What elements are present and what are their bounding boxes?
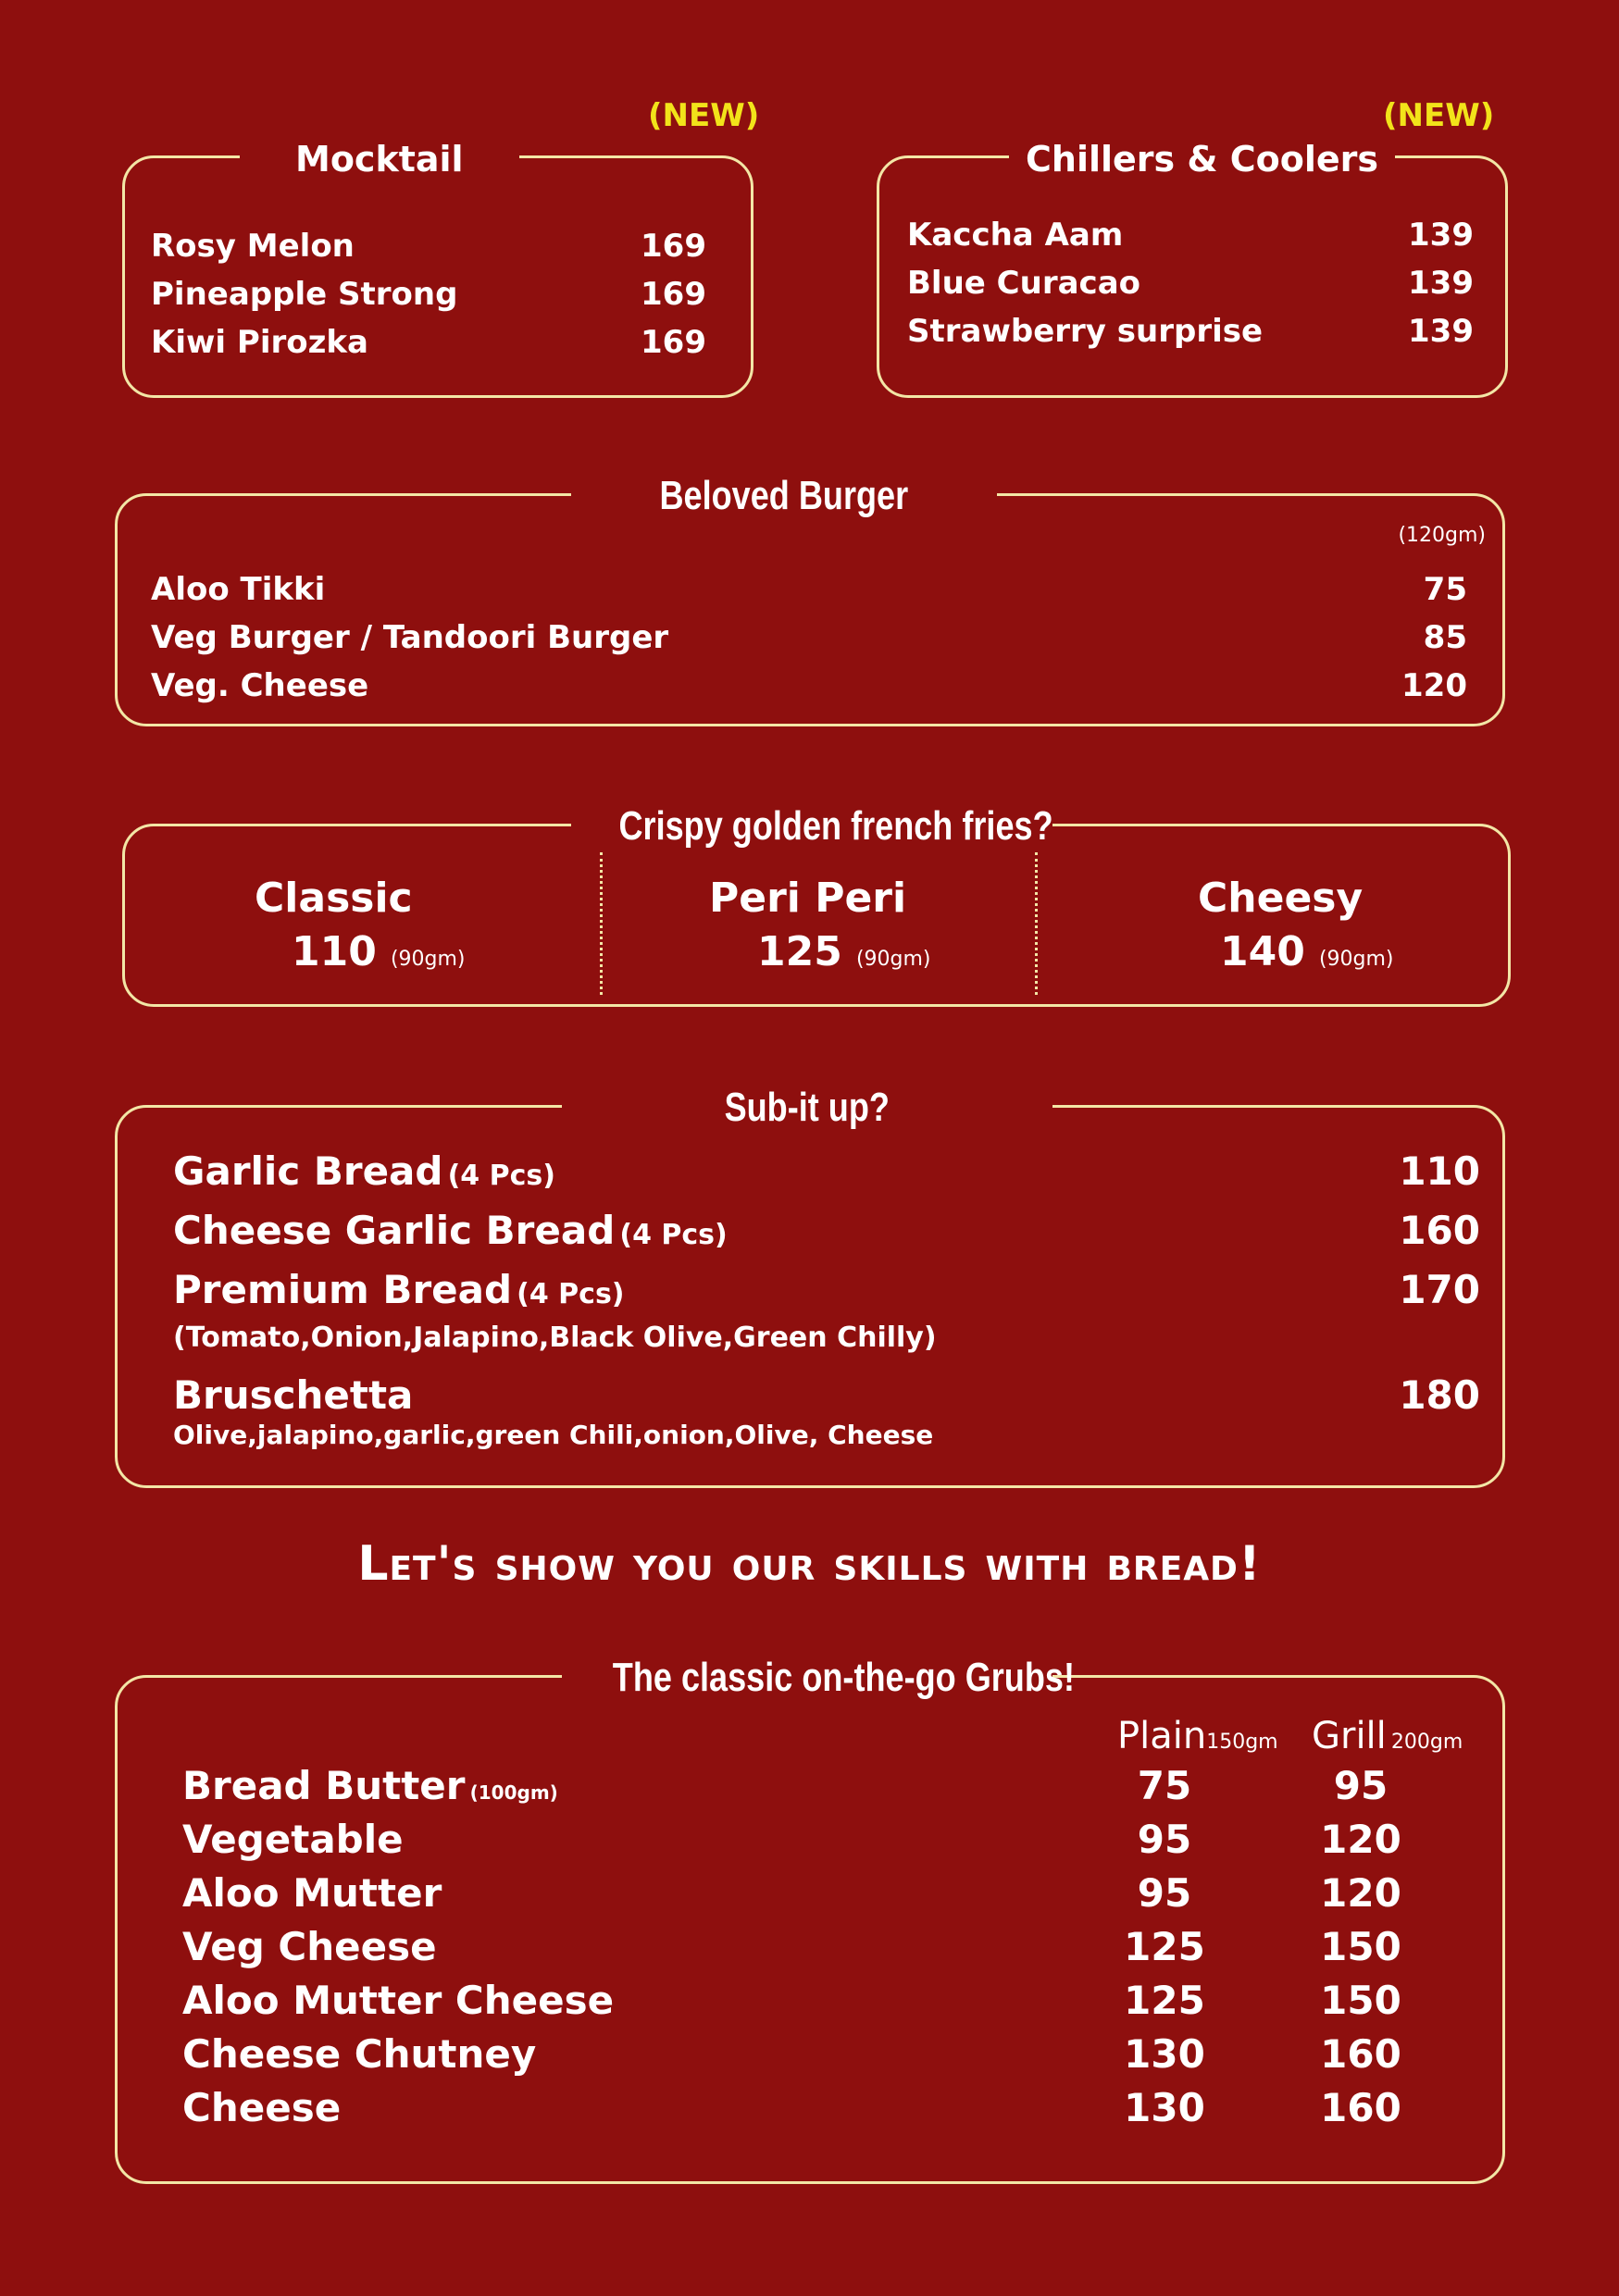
grill-price: 95 xyxy=(1333,1763,1389,1808)
chillers-new-tag: (NEW) xyxy=(1383,97,1495,134)
column-grill-weight: 200gm xyxy=(1390,1731,1463,1754)
item-name: Bread Butter xyxy=(182,1763,466,1808)
item-name: Pineapple Strong xyxy=(151,276,458,313)
fries-price-row xyxy=(1220,928,1394,975)
plain-price: 125 xyxy=(1124,1924,1205,1969)
item-price: 160 xyxy=(1399,1208,1480,1253)
grill-price: 120 xyxy=(1320,1870,1401,1916)
item-name: Blue Curacao xyxy=(907,265,1140,302)
item-weight: (100gm) xyxy=(469,1781,558,1804)
grill-price: 150 xyxy=(1320,1924,1401,1969)
item-name: Bruschetta xyxy=(173,1372,414,1418)
fries-weight: (90gm) xyxy=(855,948,931,971)
item-name: Rosy Melon xyxy=(151,228,355,265)
item-name: Premium Bread xyxy=(173,1267,513,1312)
item-price: 75 xyxy=(1423,571,1467,608)
plain-price: 95 xyxy=(1137,1817,1192,1862)
grill-price: 160 xyxy=(1320,2031,1401,2077)
item-name: Strawberry surprise xyxy=(907,313,1264,350)
burger-title-text: Beloved Burger xyxy=(659,473,909,518)
item-name: Vegetable xyxy=(182,1817,404,1862)
item-price: 169 xyxy=(641,324,706,361)
item-qty: (4 Pcs) xyxy=(517,1278,625,1310)
fries-item-peri-peri xyxy=(600,826,1035,1004)
grubs-title-text: The classic on-the-go Grubs! xyxy=(612,1655,1075,1700)
mocktail-new-tag: (NEW) xyxy=(648,97,760,134)
plain-price: 95 xyxy=(1137,1870,1192,1916)
item-name-group xyxy=(173,1208,728,1253)
mocktail-section xyxy=(122,139,753,398)
item-qty: (4 Pcs) xyxy=(447,1160,555,1192)
item-note-text: (Tomato,Onion,Jalapino,Black Olive,Green Chilly) xyxy=(173,1322,937,1354)
sub-section xyxy=(115,1085,1505,1488)
item-price: 85 xyxy=(1423,619,1467,656)
plain-price: 125 xyxy=(1124,1978,1205,2023)
grill-price: 160 xyxy=(1320,2085,1401,2130)
item-name-group xyxy=(173,1267,625,1312)
item-price: 169 xyxy=(641,276,706,313)
fries-name: Classic xyxy=(255,875,413,922)
fries-name: Peri Peri xyxy=(709,875,907,922)
fries-section xyxy=(122,803,1511,1007)
chillers-title: Chillers & Coolers xyxy=(1009,142,1395,177)
fries-price: 125 xyxy=(757,928,842,975)
item-name-group xyxy=(182,1763,558,1808)
item-price: 139 xyxy=(1408,217,1474,254)
item-name: Cheese xyxy=(182,2085,342,2130)
item-price: 139 xyxy=(1408,313,1474,350)
item-name: Veg Cheese xyxy=(182,1924,437,1969)
item-name: Cheese Chutney xyxy=(182,2031,537,2077)
burger-title xyxy=(571,473,997,518)
item-price: 139 xyxy=(1408,265,1474,302)
item-qty: (4 Pcs) xyxy=(619,1219,728,1251)
burger-section xyxy=(115,473,1505,726)
column-grill-label: Grill xyxy=(1312,1715,1387,1757)
item-name: Garlic Bread xyxy=(173,1148,443,1194)
item-name: Aloo Mutter xyxy=(182,1870,442,1916)
grill-price: 150 xyxy=(1320,1978,1401,2023)
item-price: 169 xyxy=(641,228,706,265)
fries-item-classic xyxy=(125,826,600,1004)
mocktail-title: Mocktail xyxy=(240,142,519,177)
grubs-title xyxy=(562,1655,1075,1700)
fries-name: Cheesy xyxy=(1198,875,1364,922)
item-price: 170 xyxy=(1399,1267,1480,1312)
column-plain-weight: 150gm xyxy=(1206,1731,1278,1754)
fries-price: 140 xyxy=(1220,928,1305,975)
column-header-grill xyxy=(1312,1715,1463,1757)
fries-weight: (90gm) xyxy=(1318,948,1394,971)
plain-price: 130 xyxy=(1124,2031,1205,2077)
fries-item-cheesy xyxy=(1035,826,1513,1004)
item-name: Veg. Cheese xyxy=(151,667,369,704)
sub-title xyxy=(562,1087,1052,1128)
plain-price: 75 xyxy=(1137,1763,1192,1808)
item-price: 110 xyxy=(1399,1148,1480,1194)
item-price: 180 xyxy=(1399,1372,1480,1418)
burger-weight: (120gm) xyxy=(1398,524,1486,547)
item-name: Cheese Garlic Bread xyxy=(173,1208,616,1253)
grill-price: 120 xyxy=(1320,1817,1401,1862)
fries-price-row xyxy=(292,928,466,975)
item-name: Veg Burger / Tandoori Burger xyxy=(151,619,669,656)
column-header-plain xyxy=(1117,1715,1278,1757)
column-plain-label: Plain xyxy=(1117,1715,1207,1757)
item-name-group xyxy=(173,1148,555,1194)
item-name: Aloo Mutter Cheese xyxy=(182,1978,615,2023)
grubs-section xyxy=(115,1655,1505,2184)
sub-title-text: Sub-it up? xyxy=(724,1085,890,1130)
fries-title-text: Crispy golden french fries? xyxy=(618,803,1053,849)
item-name: Kaccha Aam xyxy=(907,217,1124,254)
fries-weight: (90gm) xyxy=(390,948,466,971)
item-name: Kiwi Pirozka xyxy=(151,324,368,361)
headline: Let's show you our skills with bread! xyxy=(357,1536,1262,1592)
plain-price: 130 xyxy=(1124,2085,1205,2130)
fries-price-row xyxy=(757,928,931,975)
item-price: 120 xyxy=(1401,667,1467,704)
fries-price: 110 xyxy=(292,928,377,975)
item-name: Aloo Tikki xyxy=(151,571,326,608)
chillers-section xyxy=(877,139,1508,398)
item-note-text: Olive,jalapino,garlic,green Chili,onion,Olive, Cheese xyxy=(173,1420,934,1450)
